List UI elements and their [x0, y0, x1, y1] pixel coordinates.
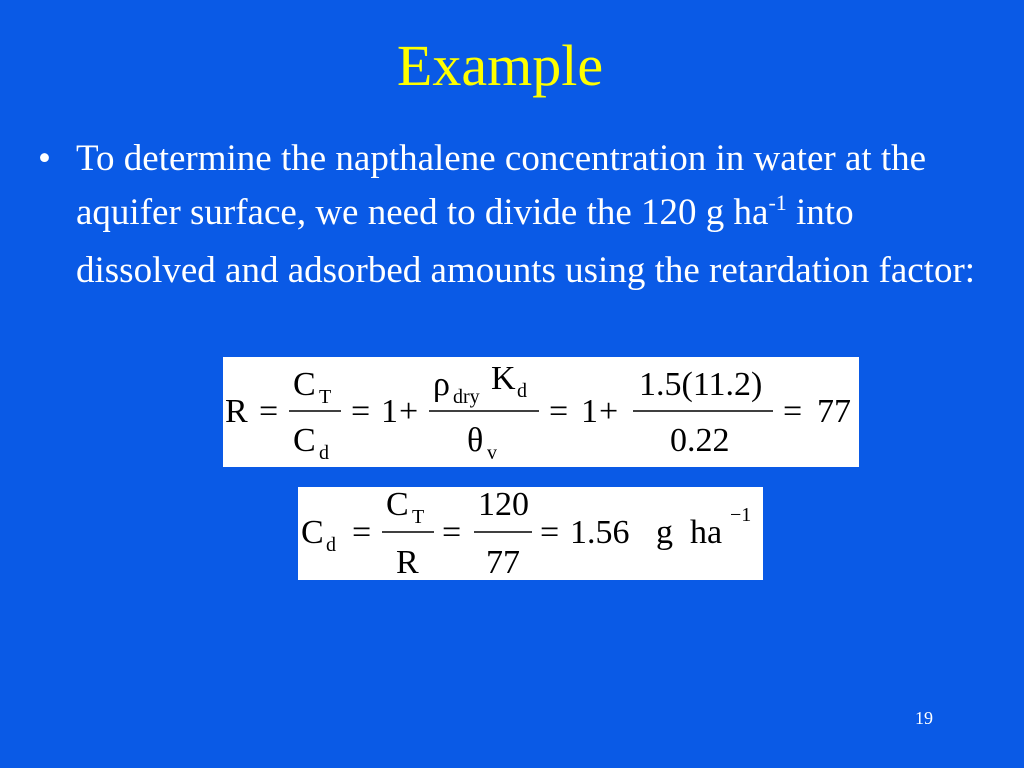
eq1-frac3-num: 1.5(11.2) — [639, 366, 763, 403]
eq2-frac1-num: C — [386, 487, 409, 523]
eq1-equals-3: = — [549, 393, 569, 430]
eq1-frac1-den-sub: d — [319, 442, 329, 464]
bullet-superscript: -1 — [768, 190, 787, 215]
eq1-theta: θ — [467, 422, 484, 459]
eq1-plus-2: + — [599, 393, 619, 430]
page-number: 19 — [915, 708, 933, 728]
bullet-text-end: into dissolved and adsorbed amounts using the retardation factor: — [76, 192, 976, 291]
eq2-unit-exp: −1 — [730, 504, 752, 526]
eq2-lhs-sub: d — [326, 534, 336, 556]
eq2-value: 1.56 — [570, 514, 630, 551]
eq2-frac1-num-sub: T — [412, 506, 425, 528]
eq2-frac2-den: 77 — [486, 544, 520, 580]
eq1-equals-2: = — [351, 393, 371, 430]
slide-title: Example — [396, 33, 604, 98]
eq1-lhs: R — [225, 393, 248, 430]
bullet-marker: • — [38, 138, 51, 179]
eq2-equals-1: = — [352, 514, 372, 551]
eq1-equals-1: = — [259, 393, 279, 430]
eq2-equals-2: = — [442, 514, 462, 551]
eq1-k-sub: d — [517, 380, 527, 402]
eq1-one-1: 1 — [381, 393, 398, 430]
eq1-frac1-num-sub: T — [319, 386, 332, 408]
eq1-result: 77 — [817, 393, 851, 430]
eq1-one-2: 1 — [581, 393, 598, 430]
eq2-lhs: C — [301, 514, 324, 551]
eq1-frac1-den: C — [293, 422, 316, 459]
eq2-frac2-num: 120 — [478, 487, 529, 523]
eq1-frac1-num: C — [293, 366, 316, 403]
bullet-text-start: To determine the napthalene concentration in water at the aquifer surface, we need to divide the 120 g ha — [76, 138, 927, 233]
bullet-item — [38, 132, 998, 298]
eq2-unit-g: g — [656, 514, 673, 551]
eq2-unit-ha: ha — [690, 514, 723, 551]
equation1-svg — [223, 357, 859, 467]
eq1-equals-4: = — [783, 393, 803, 430]
eq1-rho-sub: dry — [453, 386, 480, 408]
equation2-svg — [298, 487, 763, 580]
dissolved-concentration-equation — [298, 487, 763, 580]
eq2-frac1-den: R — [396, 544, 419, 580]
eq1-plus-1: + — [399, 393, 419, 430]
eq1-rho: ρ — [433, 366, 450, 403]
retardation-factor-equation — [223, 357, 859, 467]
eq1-theta-sub: v — [487, 442, 497, 464]
eq1-k: K — [491, 360, 516, 397]
eq2-equals-3: = — [540, 514, 560, 551]
bullet-text — [76, 132, 998, 298]
eq1-frac3-den: 0.22 — [670, 422, 730, 459]
